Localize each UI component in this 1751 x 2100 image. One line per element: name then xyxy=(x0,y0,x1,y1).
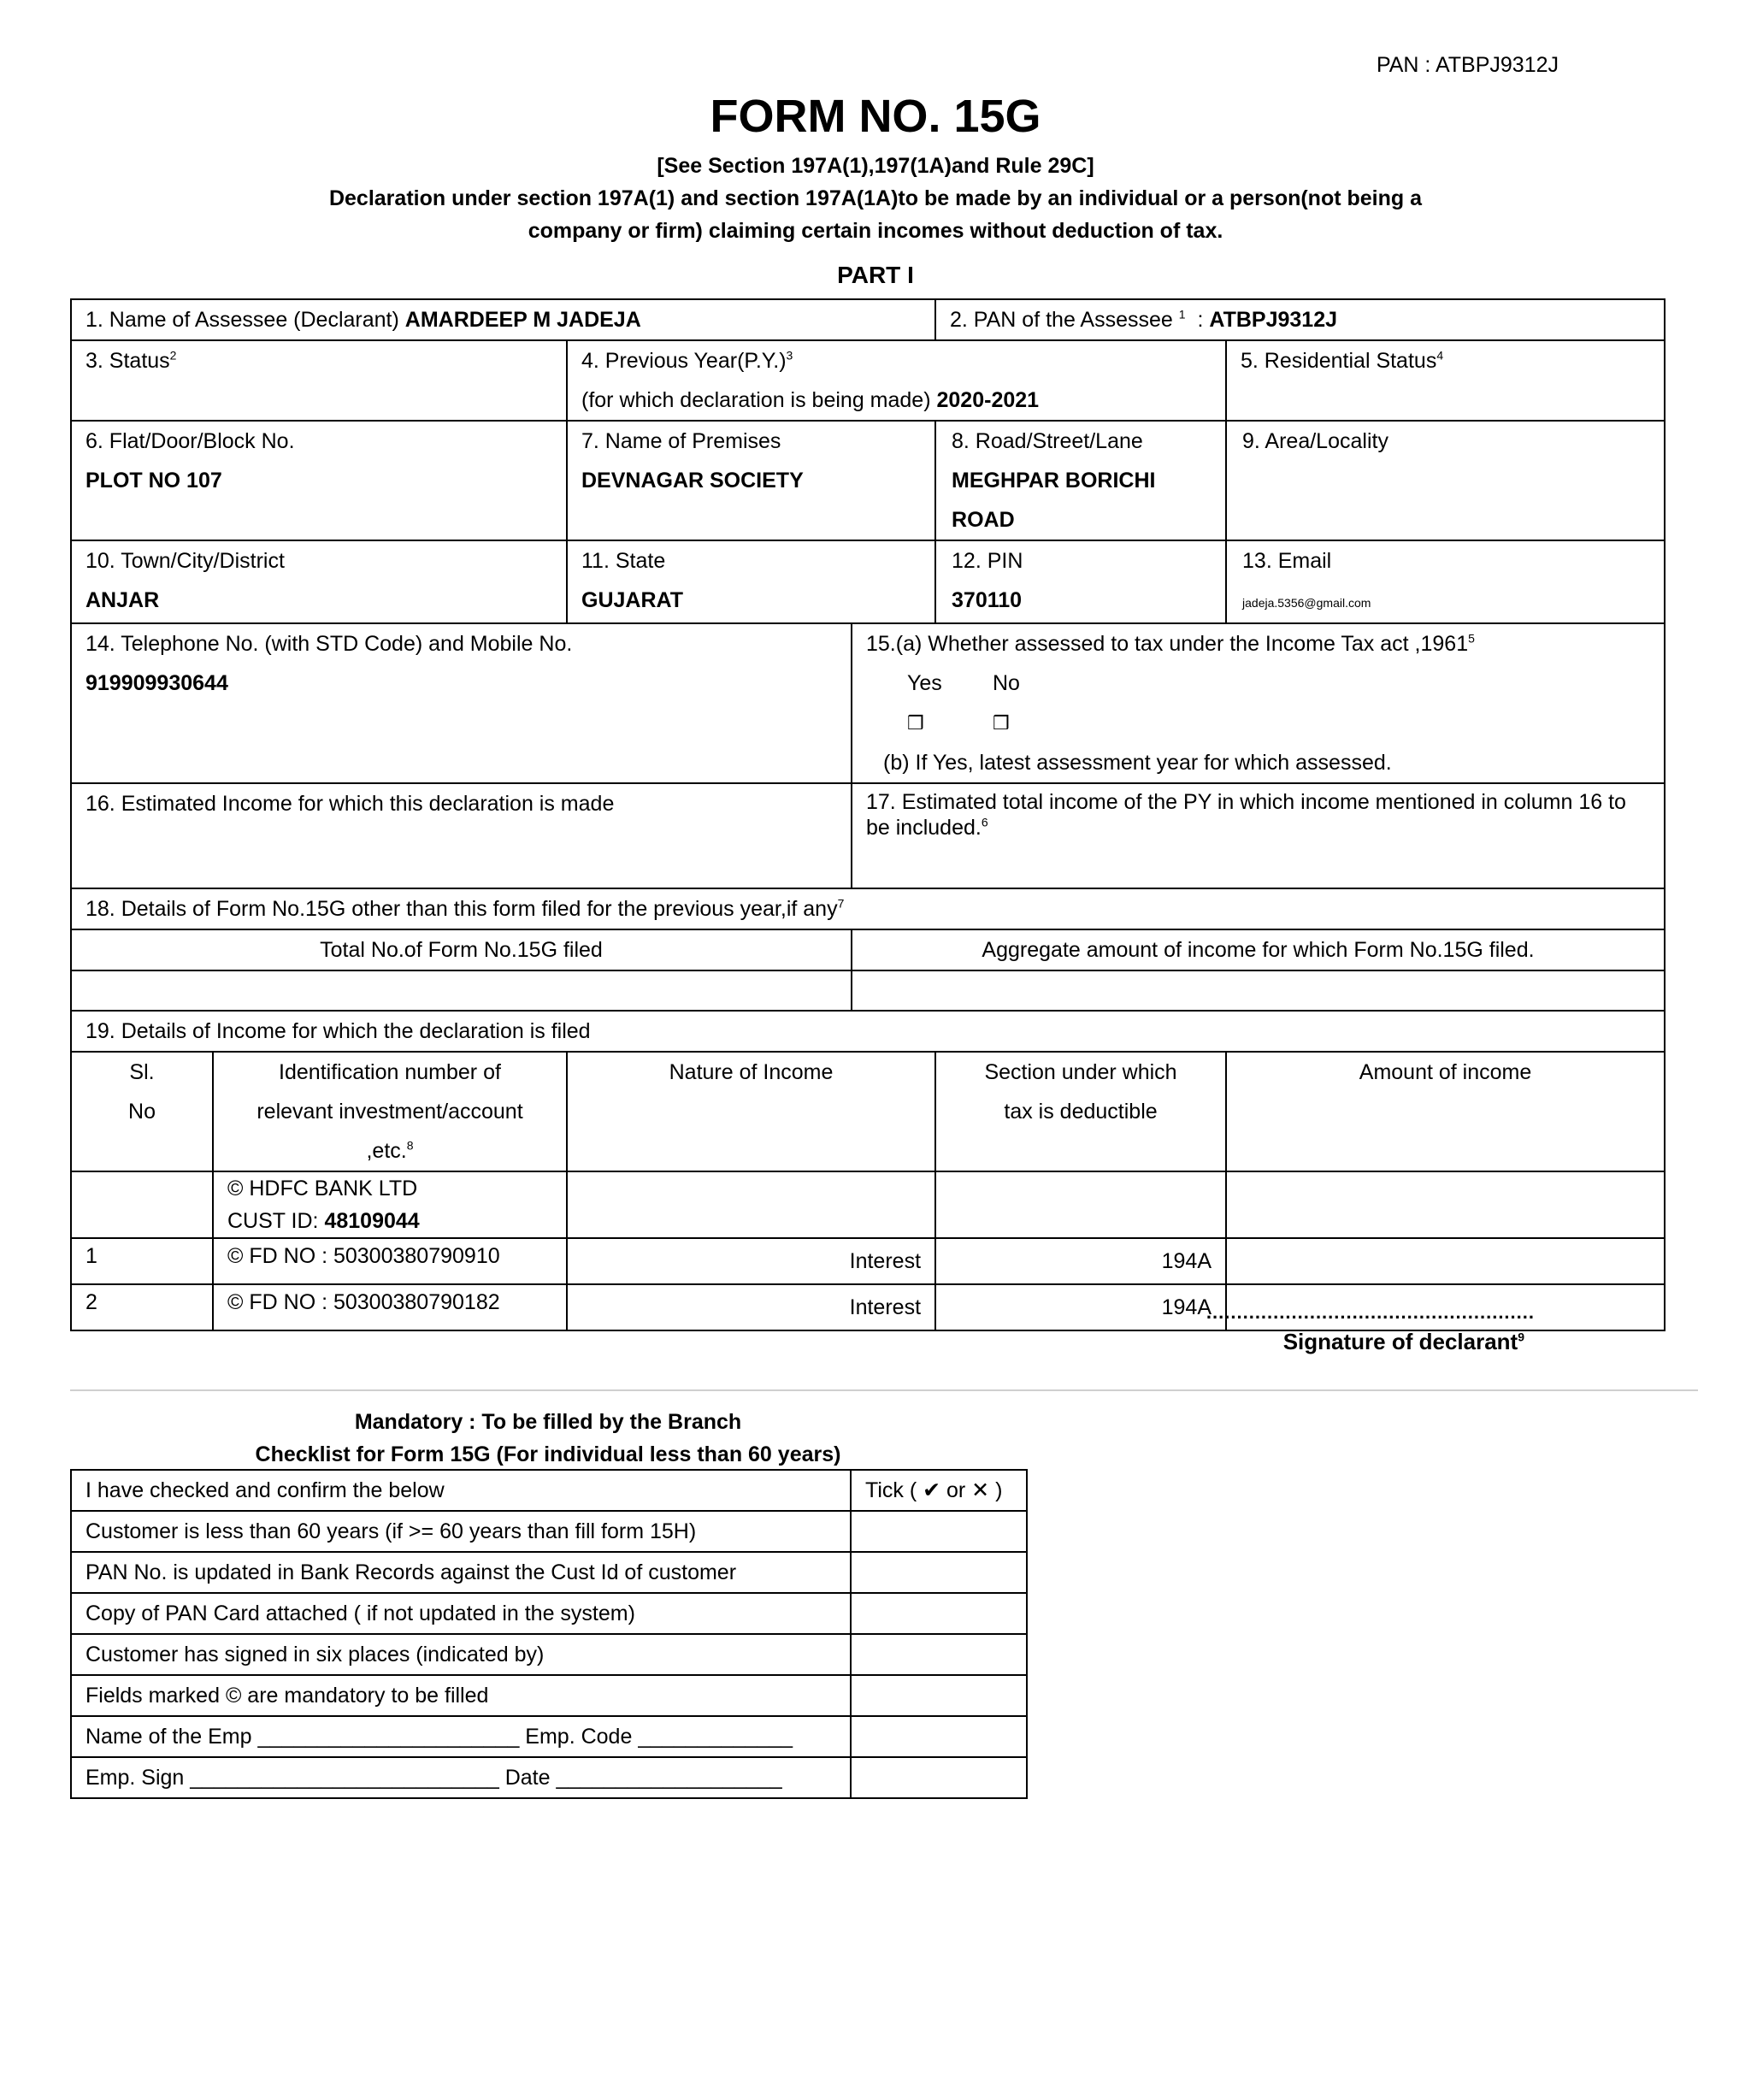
area-field[interactable]: 9. Area/Locality xyxy=(1226,421,1665,540)
previous-year-value: 2020-2021 xyxy=(936,388,1040,412)
no-checkbox[interactable]: ❒ xyxy=(993,712,1010,734)
row-sl: 1 xyxy=(71,1238,213,1284)
bank-nature-cell xyxy=(567,1171,935,1238)
tick-cell[interactable] xyxy=(851,1716,1027,1757)
subtitle-declaration-line2: company or firm) claiming certain incomes without deduction of tax. xyxy=(528,219,1223,243)
premises-field[interactable]: 7. Name of Premises DEVNAGAR SOCIETY xyxy=(567,421,935,540)
subtitle-section: [See Section 197A(1),197(1A)and Rule 29C] xyxy=(657,154,1094,178)
yes-label: Yes xyxy=(907,671,942,695)
row-section: 194A xyxy=(935,1238,1226,1284)
row-identification: © FD NO : 50300380790910 xyxy=(213,1238,567,1284)
form15g-other-details-label: 18. Details of Form No.15G other than this form filed for the previous year,if any$^7$ xyxy=(71,888,1665,929)
tick-cell[interactable] xyxy=(851,1634,1027,1675)
total-forms-header: Total No.of Form No.15G filed xyxy=(71,929,852,970)
total-forms-input[interactable] xyxy=(71,970,852,1011)
row-sl: 2 xyxy=(71,1284,213,1330)
checklist-table xyxy=(70,1469,1028,1799)
section-header: Section under which tax is deductible xyxy=(935,1052,1226,1171)
assessed-tax-field: 15.(a) Whether assessed to tax under the Income Tax act ,1961$^5$ Yes No ❒ ❒ (b) If Yes, latest assessment year for which assessed. xyxy=(852,623,1665,783)
assessee-pan: ATBPJ9312J xyxy=(1209,308,1337,332)
mandatory-title: Mandatory : To be filled by the Branch xyxy=(354,1410,742,1434)
checklist-item: Customer has signed in six places (indicated by) xyxy=(71,1634,851,1675)
telephone-field[interactable]: 14. Telephone No. (with STD Code) and Mobile No. 919909930644 xyxy=(71,623,852,783)
tick-cell[interactable] xyxy=(851,1552,1027,1593)
row-nature: Interest xyxy=(567,1284,935,1330)
signature-label: Signature of declarant$^9$ xyxy=(1282,1329,1524,1354)
pan-field[interactable]: 2. PAN of the Assessee $^1$ : ATBPJ9312J xyxy=(935,299,1665,340)
aggregate-amount-header: Aggregate amount of income for which Form No.15G filed. xyxy=(852,929,1665,970)
no-label: No xyxy=(993,671,1020,695)
row-section: 194A xyxy=(935,1284,1226,1330)
aggregate-amount-input[interactable] xyxy=(852,970,1665,1011)
checklist-title: Checklist for Form 15G (For individual less than 60 years) xyxy=(255,1442,841,1466)
pin-field[interactable]: 12. PIN 370110 xyxy=(935,540,1226,623)
row-nature: Interest xyxy=(567,1238,935,1284)
state-field[interactable]: 11. State GUJARAT xyxy=(567,540,935,623)
part-label: PART I xyxy=(837,262,914,288)
status-field[interactable]: 3. Status$^2$ xyxy=(71,340,567,421)
tick-cell[interactable] xyxy=(851,1675,1027,1716)
tick-header: Tick ( ✔ or ✕ ) xyxy=(851,1470,1027,1511)
emp-name-code-row[interactable]: Name of the Emp ______________________ Emp. Code _____________ xyxy=(71,1716,851,1757)
bank-sl-cell xyxy=(71,1171,213,1238)
declaration-table xyxy=(70,298,1666,1331)
form-title: FORM NO. 15G xyxy=(710,91,1041,142)
amount-header: Amount of income xyxy=(1226,1052,1665,1171)
bank-cell: © HDFC BANK LTD CUST ID: 48109044 xyxy=(213,1171,567,1238)
divider xyxy=(70,1389,1698,1391)
bank-section-cell xyxy=(935,1171,1226,1238)
bank-amount-cell xyxy=(1226,1171,1665,1238)
table-row xyxy=(71,1238,1665,1284)
tick-cell[interactable] xyxy=(851,1757,1027,1798)
flat-field[interactable]: 6. Flat/Door/Block No. PLOT NO 107 xyxy=(71,421,567,540)
name-field[interactable]: 1. Name of Assessee (Declarant) AMARDEEP M JADEJA xyxy=(71,299,935,340)
emp-sign-date-row[interactable]: Emp. Sign __________________________ Date ___________________ xyxy=(71,1757,851,1798)
assessee-name: AMARDEEP M JADEJA xyxy=(404,308,641,332)
estimated-income-field[interactable]: 16. Estimated Income for which this declaration is made xyxy=(71,783,852,888)
nature-header: Nature of Income xyxy=(567,1052,935,1171)
tick-cell[interactable] xyxy=(851,1593,1027,1634)
identification-header: Identification number of relevant investment/account ,etc.$^8$ xyxy=(213,1052,567,1171)
previous-year-field[interactable]: 4. Previous $Year(P.Y.)^3$ (for which declaration is being made) 2020-2021 xyxy=(567,340,1226,421)
checklist-item: Copy of PAN Card attached ( if not updated in the system) xyxy=(71,1593,851,1634)
road-field[interactable]: 8. Road/Street/Lane MEGHPAR BORICHI ROAD xyxy=(935,421,1226,540)
cust-id: 48109044 xyxy=(324,1209,420,1233)
subtitle-declaration-line1: Declaration under section 197A(1) and section 197A(1A)to be made by an individual or a person(not being a xyxy=(328,186,1423,210)
checklist-item: PAN No. is updated in Bank Records against the Cust Id of customer xyxy=(71,1552,851,1593)
town-field[interactable]: 10. Town/City/District ANJAR xyxy=(71,540,567,623)
residential-status-field[interactable]: 5. Residential Status$^4$ xyxy=(1226,340,1665,421)
checklist-item: Fields marked © are mandatory to be filled xyxy=(71,1675,851,1716)
checklist-header: I have checked and confirm the below xyxy=(71,1470,851,1511)
checklist-item: Customer is less than 60 years (if >= 60 years than fill form 15H) xyxy=(71,1511,851,1552)
row-identification: © FD NO : 50300380790182 xyxy=(213,1284,567,1330)
row-amount[interactable] xyxy=(1226,1238,1665,1284)
estimated-total-income-field[interactable]: 17. Estimated total income of the PY in which income mentioned in column 16 to be included.$^6$ xyxy=(852,783,1665,888)
signature-line[interactable]: ...................................................... xyxy=(1206,1301,1535,1323)
header-pan: PAN : ATBPJ9312J xyxy=(1376,53,1559,77)
sl-no-header: Sl. No xyxy=(71,1052,213,1171)
email-field[interactable]: 13. Email jadeja.5356@gmail.com xyxy=(1226,540,1665,623)
tick-cell[interactable] xyxy=(851,1511,1027,1552)
yes-checkbox[interactable]: ❒ xyxy=(907,712,924,734)
income-details-label: 19. Details of Income for which the declaration is filed xyxy=(71,1011,1665,1052)
